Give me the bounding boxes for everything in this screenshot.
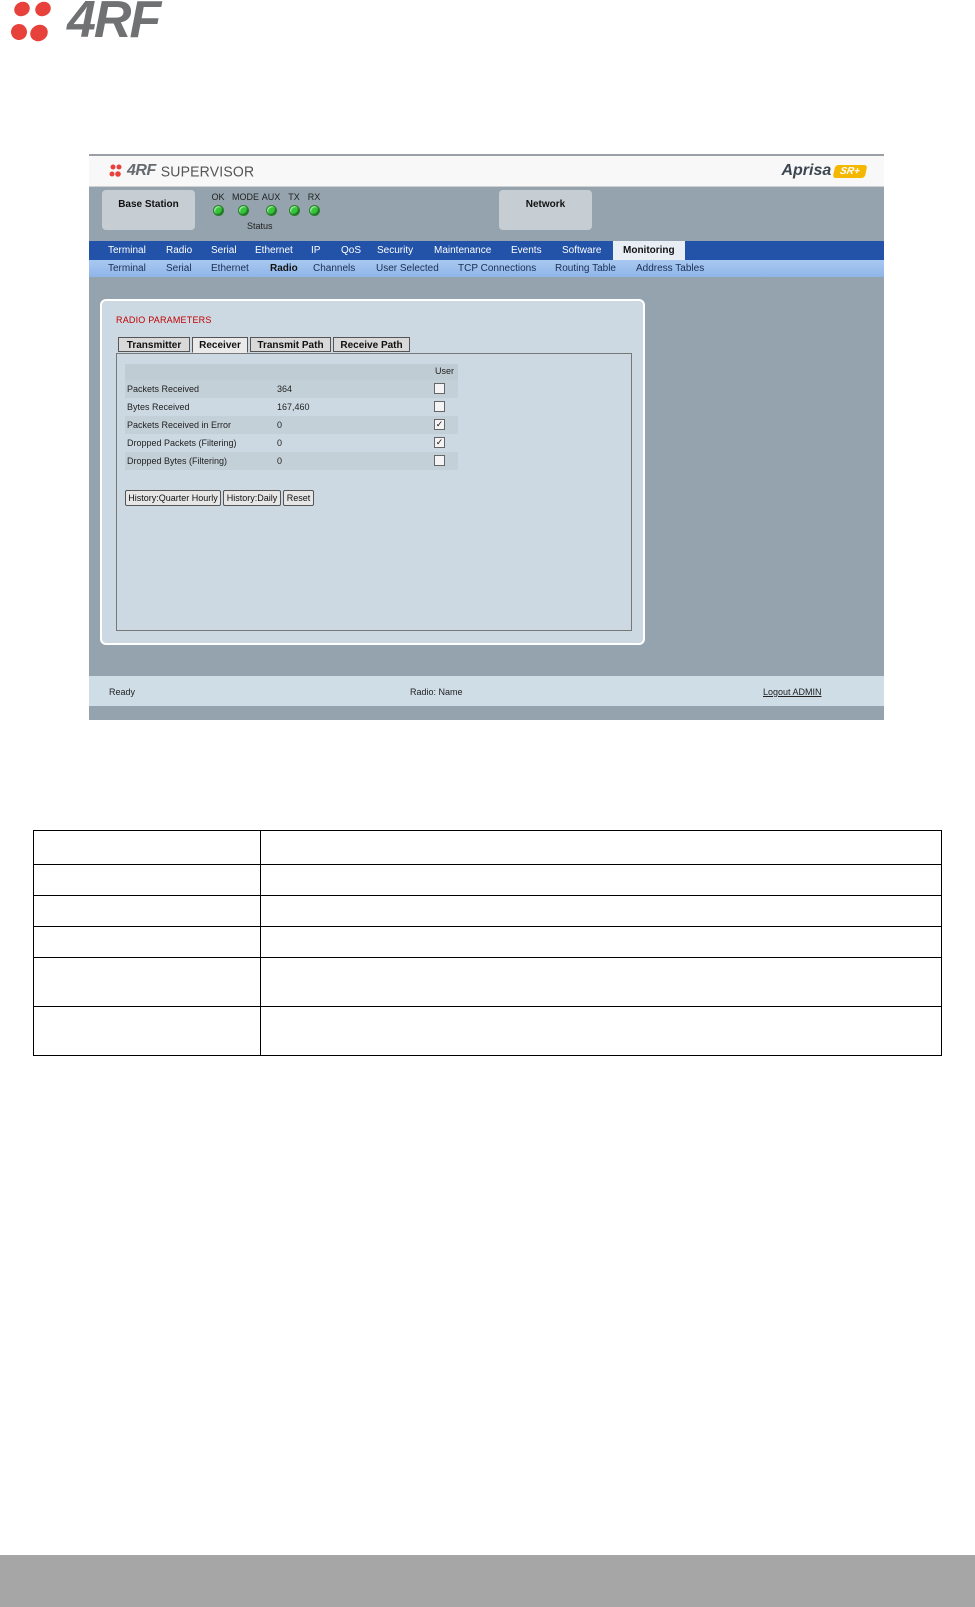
- menu-qos[interactable]: QoS: [341, 245, 362, 256]
- user-checkbox[interactable]: [434, 455, 445, 466]
- sub-menu: [89, 260, 884, 277]
- led-indicator-icon: [238, 205, 249, 216]
- table-row: Packets Received in Error 0 ✓: [125, 416, 458, 434]
- history-quarter-hourly-button[interactable]: History:Quarter Hourly: [125, 490, 221, 506]
- submenu-serial[interactable]: Serial: [166, 263, 192, 274]
- submenu-routing-table[interactable]: Routing Table: [555, 263, 616, 274]
- reset-button[interactable]: Reset: [283, 490, 314, 506]
- submenu-channels[interactable]: Channels: [313, 263, 356, 274]
- menu-software[interactable]: Software: [562, 245, 602, 256]
- radio-parameters-card: [100, 299, 645, 645]
- logout-link[interactable]: Logout ADMIN: [763, 687, 822, 697]
- status-bar: [89, 187, 884, 240]
- main-menu: [89, 241, 884, 260]
- tab-transmit-path[interactable]: Transmit Path: [250, 337, 331, 352]
- table-header: [125, 364, 458, 380]
- table-row: [34, 1007, 942, 1056]
- base-station-panel[interactable]: Base Station: [102, 190, 195, 230]
- tab-receive-path[interactable]: Receive Path: [333, 337, 410, 352]
- supervisor-brand: [109, 162, 254, 180]
- supervisor-screenshot: [89, 154, 884, 720]
- led-mode: MODE: [232, 191, 254, 216]
- aprisa-badge: SR+: [833, 165, 867, 178]
- brand-supervisor: SUPERVISOR: [160, 162, 255, 180]
- app-header: [89, 156, 884, 187]
- menu-security[interactable]: Security: [377, 245, 414, 256]
- app-footer: [89, 676, 884, 706]
- submenu-user-selected[interactable]: User Selected: [376, 263, 439, 274]
- table-row: Bytes Received 167,460: [125, 398, 458, 416]
- submenu-tcp-connections[interactable]: TCP Connections: [458, 263, 537, 274]
- user-checkbox[interactable]: ✓: [435, 437, 444, 447]
- menu-maintenance[interactable]: Maintenance: [434, 245, 492, 256]
- table-row: [34, 831, 942, 865]
- menu-terminal[interactable]: Terminal: [108, 245, 146, 256]
- status-text: Ready: [109, 687, 136, 697]
- history-daily-button[interactable]: History:Daily: [223, 490, 281, 506]
- table-row: Dropped Bytes (Filtering) 0: [125, 452, 458, 470]
- status-leds: [207, 191, 331, 237]
- table-row: [34, 958, 942, 1007]
- led-indicator-icon: [266, 205, 277, 216]
- table-row: [34, 896, 942, 927]
- user-checkbox[interactable]: ✓: [435, 419, 444, 429]
- table-row: [34, 865, 942, 896]
- table-row: [34, 927, 942, 958]
- user-column-header: User: [434, 366, 454, 376]
- menu-monitoring[interactable]: Monitoring: [613, 241, 685, 260]
- led-indicator-icon: [309, 205, 320, 216]
- aprisa-text: Aprisa: [781, 162, 832, 179]
- user-checkbox[interactable]: [434, 383, 445, 394]
- radio-name-text: Radio: Name: [410, 687, 463, 697]
- led-rx: RX: [303, 191, 325, 216]
- menu-events[interactable]: Events: [511, 245, 542, 256]
- receiver-parameters-table: [125, 364, 458, 470]
- page-logo: [10, 0, 185, 49]
- card-title: RADIO PARAMETERS: [116, 315, 212, 325]
- led-tx: TX: [283, 191, 305, 216]
- parameter-description-table: [33, 830, 942, 1056]
- aprisa-logo: [781, 162, 866, 180]
- menu-serial[interactable]: Serial: [211, 245, 237, 256]
- submenu-ethernet[interactable]: Ethernet: [211, 263, 249, 274]
- led-aux: AUX: [260, 191, 282, 216]
- menu-radio[interactable]: Radio: [166, 245, 193, 256]
- 4rf-dots-icon: [109, 164, 124, 178]
- submenu-terminal[interactable]: Terminal: [108, 263, 146, 274]
- led-indicator-icon: [213, 205, 224, 216]
- content-area: [89, 277, 884, 677]
- network-panel[interactable]: Network: [499, 190, 592, 230]
- menu-ethernet[interactable]: Ethernet: [255, 245, 293, 256]
- led-ok: OK: [207, 191, 229, 216]
- logo-wordmark: 4RF: [67, 0, 160, 49]
- menu-ip[interactable]: IP: [311, 245, 321, 256]
- 4rf-logo-dots-icon: [10, 0, 60, 46]
- tab-receiver[interactable]: Receiver: [192, 337, 248, 353]
- brand-4rf: 4RF: [127, 162, 156, 179]
- submenu-radio[interactable]: Radio: [270, 263, 298, 274]
- status-caption: Status: [247, 221, 273, 231]
- submenu-address-tables[interactable]: Address Tables: [636, 263, 705, 274]
- led-indicator-icon: [289, 205, 300, 216]
- table-row: Packets Received 364: [125, 380, 458, 398]
- user-checkbox[interactable]: [434, 401, 445, 412]
- page-footer-band: [0, 1555, 975, 1607]
- tab-transmitter[interactable]: Transmitter: [118, 337, 190, 352]
- table-row: Dropped Packets (Filtering) 0 ✓: [127, 437, 444, 448]
- tab-body: [116, 353, 632, 631]
